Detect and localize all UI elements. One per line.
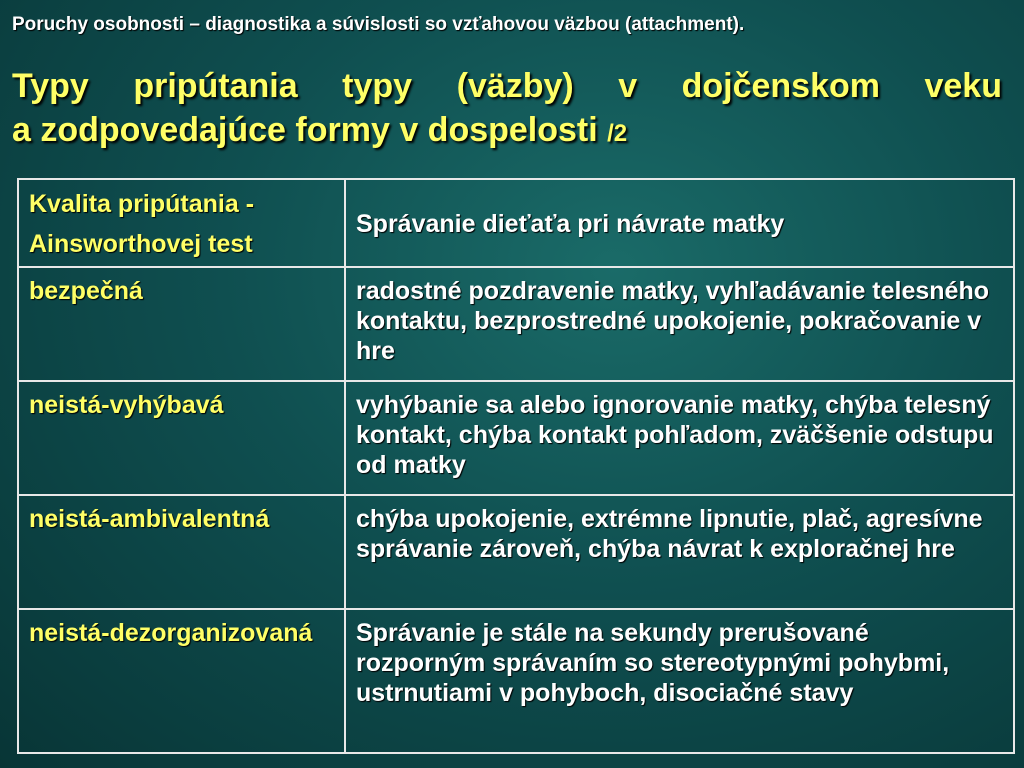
attachment-table-container <box>17 178 1015 754</box>
slide-title <box>12 64 1002 156</box>
slide-title-line2-text: a zodpovedajúce formy v dospelosti <box>12 111 598 149</box>
header-cell-line2: Ainsworthovej test <box>29 230 253 258</box>
attachment-type-cell: neistá-dezorganizovaná <box>18 609 345 753</box>
table-row <box>18 381 1014 495</box>
slide-title-line1: Typy pripútania typy (väzby) v dojčenskom veku <box>12 67 1002 105</box>
slide-subtitle: Poruchy osobnosti – diagnostika a súvislosti so vzťahovou väzbou (attachment). <box>12 14 745 35</box>
header-cell-child-behavior: Správanie dieťaťa pri návrate matky <box>345 179 1014 267</box>
slide-title-suffix: /2 <box>607 120 628 147</box>
table-row <box>18 495 1014 609</box>
slide-title-line2 <box>12 108 1002 156</box>
attachment-table <box>17 178 1015 754</box>
table-row <box>18 609 1014 753</box>
table-header-row <box>18 179 1014 267</box>
table-row <box>18 267 1014 381</box>
behavior-cell: chýba upokojenie, extrémne lipnutie, plač, agresívne správanie zároveň, chýba návrat k exploračnej hre <box>345 495 1014 609</box>
behavior-cell: Správanie je stále na sekundy prerušované rozporným správaním so stereotypnými pohybmi, ustrnutiami v pohyboch, disociačné stavy <box>345 609 1014 753</box>
header-cell-line1: Kvalita pripútania - <box>29 190 255 218</box>
behavior-cell: radostné pozdravenie matky, vyhľadávanie telesného kontaktu, bezprostredné upokojenie, pokračovanie v hre <box>345 267 1014 381</box>
behavior-cell: vyhýbanie sa alebo ignorovanie matky, chýba telesný kontakt, chýba kontakt pohľadom, zväčšenie odstupu od matky <box>345 381 1014 495</box>
attachment-type-cell: neistá-ambivalentná <box>18 495 345 609</box>
header-cell-attachment-quality <box>18 179 345 267</box>
attachment-type-cell: bezpečná <box>18 267 345 381</box>
attachment-type-cell: neistá-vyhýbavá <box>18 381 345 495</box>
